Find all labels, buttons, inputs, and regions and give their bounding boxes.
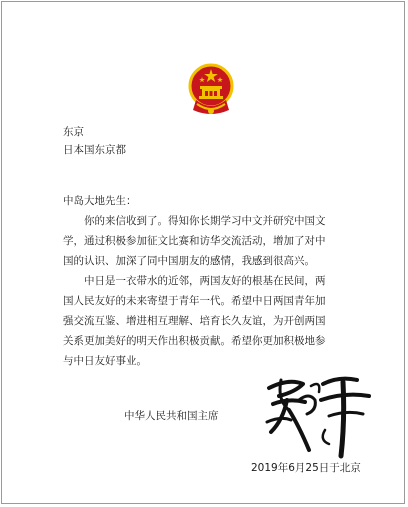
body-line: 与中日友好事业。 xyxy=(63,355,147,367)
body-line: 国的认识、加深了同中国朋友的感情，我感到很高兴。 xyxy=(63,255,315,267)
body-line: 强交流互鉴、增进相互理解、培育长久友谊，为开创两国 xyxy=(63,315,326,327)
signer-title: 中华人民共和国主席 xyxy=(124,410,219,422)
address-city: 东京 xyxy=(63,126,84,138)
date-place: 2019年6月25日于北京 xyxy=(251,462,361,474)
body-line: 学，通过积极参加征文比赛和访华交流活动，增加了对中 xyxy=(63,235,326,247)
national-emblem-icon xyxy=(188,60,234,122)
salutation: 中岛大地先生： xyxy=(63,195,137,207)
body-line: 你的来信收到了。得知你长期学习中文并研究中国文 xyxy=(84,215,326,227)
letter-page xyxy=(1,1,405,504)
handwritten-signature xyxy=(259,370,379,460)
body-line: 国人民友好的未来寄望于青年一代。希望中日两国青年加 xyxy=(63,295,326,307)
body-line: 中日是一衣带水的近邻，两国友好的根基在民间，两 xyxy=(84,275,326,287)
address-country: 日本国东京都 xyxy=(63,144,126,156)
body-line: 关系更加美好的明天作出积极贡献。希望你更加积极地参 xyxy=(63,335,326,347)
